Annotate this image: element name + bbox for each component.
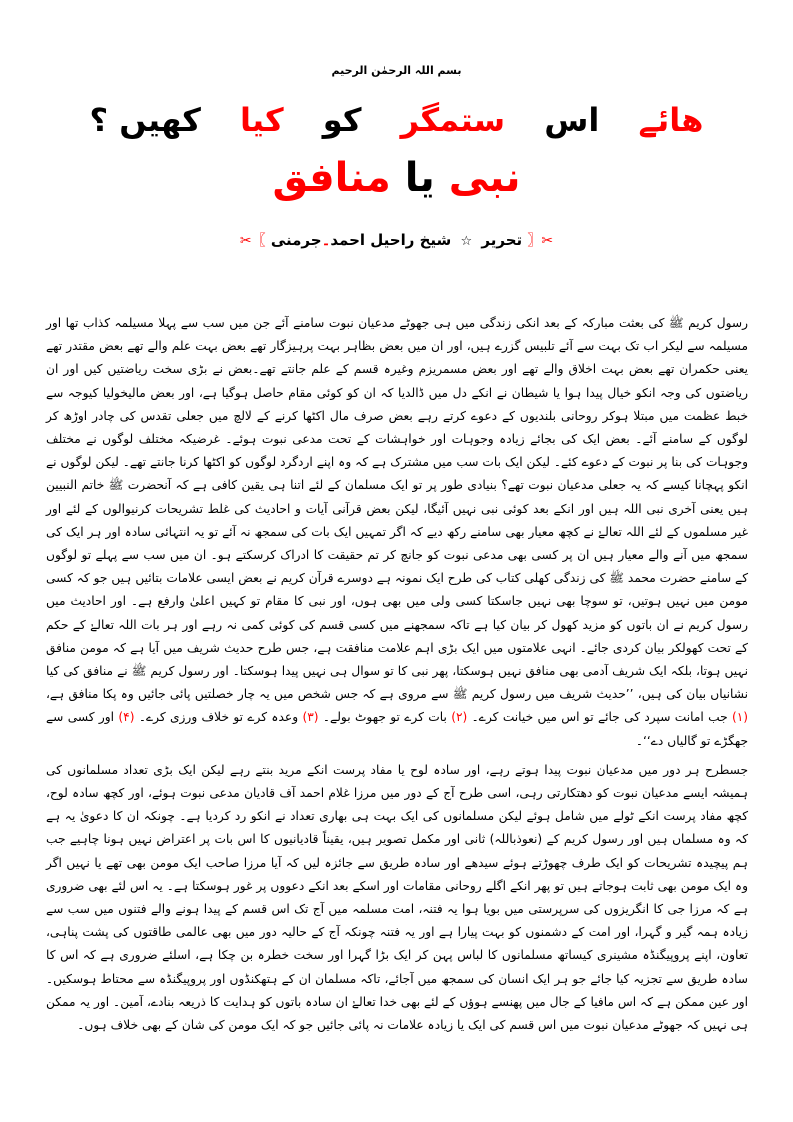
paragraph-text: جسطرح ہر دور میں مدعیان نبوت پیدا ہوتے رہے، اور سادہ لوح یا مفاد پرست انکے مرید بنتے رہے لیکن ایک بڑی تعداد مسلمانوں کی ہمیشہ ایسے مدعیان نبوت کو دھتکارتی رہی، اسی طرح آج کے دور میں مرزا غلام احمد آف قادیان مدعی نبوت ہوئے، اور کچھ سادہ لوح، کچھ مفاد پرست انکے ٹولے میں شامل ہوئے لیکن مسلمانوں کی ایک بہت ہی بھاری تعداد نے انکو رد کردیا ہے۔ چونکہ ان کا دعویٰ یہ ہے کہ وہ مسلماں ہیں اور رسول کریم کے (نعوذباللہ) ثانی اور مکمل تصویر ہیں، یقیناً قادیانیوں کا اس بات پر اعتراض نہیں ہونا چاہیے جب ہم پیچیدہ تشریحات کو ایک طرف چھوڑتے ہوئے سیدھے اور سادہ طریق سے جائزہ لیں کہ آیا مرزا صاحب ایک مومن بھی تھے یا نہیں اگر وہ ایک مومن بھی ثابت ہوجاتے ہیں تو پھر انکے اگلے روحانی مقامات اور اسکے بعد انکے دعووں پر غور ہوسکتا ہے۔ یہ اس لئے بھی ضروری ہے کہ مرزا جی کا انگریزوں کی سرپرستی میں بویا ہوا یہ فتنہ، امت مسلمہ میں آج تک اس قسم کے پیدا ہونے والے فتنوں میں سب سے زیادہ ہمہ گیر و گہرا، اور امت کے دشمنوں کو بہت پیارا ہے اور یہ فتنہ چونکہ آج کے حالیہ دور میں بھی عالمی طاقتوں کی پشت پناہی، تعاون، اپنے پروپیگنڈہ مشینری کیساتھ مسلمانوں کا لباس پہن کر ایک بڑا گہرا اور سخت خطرہ بن چکا ہے، اسلئے ضروری ہے کہ اس کا سادہ طریق سے تجزیہ کیا جائے جو ہر ایک انسان کی سمجھ میں آجائے، تاکہ مسلمان ان کے ہتھکنڈوں اور پروپیگنڈہ سے محتاط ہوسکیں۔ اور عین ممکن ہے کہ اس مافیا کے جال میں پھنسے ہوؤں کے لئے بھی خدا تعالےٰ ان سادہ باتوں کو ہدایت کا ذریعہ بنادے، آمین۔ اور یہ ممکن ہی نہیں کہ جھوٹے مدعیان نبوت میں اس قسم کی ایک یا زیادہ علامات نہ پائی جائیں جو کہ ایک مومن کی شان کے بھی خلاف ہوں۔ (46, 762, 748, 1033)
headline-word: ستمگر (400, 101, 506, 139)
paragraph (46, 312, 748, 753)
bismillah-heading: بسم اللہ الرحمٰن الرحیم (331, 64, 462, 77)
headline-word: کو (322, 101, 362, 139)
headline (0, 98, 793, 142)
list-item-text: جب امانت سپرد کی جائے تو اس میں خیانت کرے۔ (471, 710, 728, 725)
headline-word: ھائے (638, 101, 704, 139)
title-word: نبی (448, 155, 521, 201)
byline-separator: ۔ (321, 231, 331, 249)
headline-word: اس (544, 101, 600, 139)
list-item-text: وعدہ کرے تو خلاف ورزی کرے۔ (138, 710, 299, 725)
title-word: یا (404, 155, 435, 201)
paragraph-text: رسول کریم ﷺ کی بعثت مبارکہ کے بعد انکی زندگی میں ہی جھوٹے مدعیان نبوت سامنے آئے جن میں سب سے پہلا مسیلمہ کذاب تھا اور مسیلمہ سے لیکر اب تک بہت سے آئے تلبیس گزرے ہیں، اور ان میں بعض بظاہر بہت پرہیزگار تھے بعض بہت علم والے تھے بعض مقتدر تھے یعنی حکمران تھے بعض بہت اخلاق والے تھے اور بعض مسمریزم وغیرہ قسم کے علم جانتے تھے۔بعض نے بڑی سخت ریاضتیں کیں اور ان ریاضتوں کی وجہ انکو خیال پیدا ہوا یا شیطان نے انکے دل میں ڈالدیا کہ ان کو کوئی مقام حاصل ہوگیا ہے، اور بعض مالیخولیا کیوجہ سے خبط عظمت میں مبتلا ہوکر روحانی بلندیوں کے دعوے کرتے رہے بعض صرف مال اکٹھا کرنے کے لالچ میں جعلی تقدس کی چادر اوڑھ کر لوگوں کے سامنے آئے۔ بعض ایک کی بجائے زیادہ وجوہات اور خواہشات کے تحت مدعی نبوت ہوئے۔ غرضیکہ مختلف لوگوں نے مختلف وجوہات کی بنا پر نبوت کے دعوے کئے۔ لیکن ایک بات سب میں مشترک ہے کہ وہ اپنے اردگرد لوگوں کو اکٹھا کرنا جانتے تھے۔ لیکن لوگوں نے انکو پہچانا کیسے کہ یہ جعلی مدعیان نبوت تھے؟ بنیادی طور پر تو ایک مسلمان کے لئے اتنا ہی یقین کافی ہے کہ آنحضرت ﷺ خاتم النبیین ہیں یعنی آخری نبی اللہ ہیں اور انکے بعد کوئی نبی نہیں آئیگا، لیکن بعض قرآنی آیات و احادیث کی غلط تشریحات کرنیوالوں کے لئے اور غیر مسلموں کے لئے اللہ تعالےٰ نے کچھ معیار بھی سامنے رکھ دیے کہ اگر تمہیں ایک بات کی سمجھ نہ آئے تو یہ انتہائی سادہ اور ہر ایک کی سمجھ میں آنے والے معیار ہیں ان پر کسی بھی مدعی نبوت کو جانچ کر تم حقیقت کا ادراک کرسکتے ہو۔ ان میں سب سے پہلے تو لوگوں کے سامنے حضرت محمد ﷺ کی زندگی کھلی کتاب کی طرح ایک نمونہ ہے دوسرے قرآن کریم نے بعض ایسی علامات بتائیں ہیں جو کہ کسی مومن میں نہیں ہوتیں، تو سوچا بھی نہیں جاسکتا کسی ولی میں بھی ہوں، اور نبی کا مقام تو کہیں اعلیٰ وارفع ہے۔ اور احادیث میں رسول کریم نے ان باتوں کو مزید کھول کر بیان کیا ہے تاکہ سمجھنے میں کسی قسم کی کوئی کمی نہ رہے اور ہر بات اللہ تعالےٰ کے حکم کے تحت کھولکر بیان کردی جائے۔ انہی علامتوں میں ایک بڑی اہم علامت منافقت ہے، جس طرح حدیث شریف میں آیا ہے کہ مومن منافق نہیں ہوتا، بلکہ ایک شریف آدمی بھی منافق نہیں ہوسکتا، پھر نبی کا تو سوال ہی نہیں پیدا ہوسکتا۔ اور رسول کریم ﷺ نے منافق کی کیا نشانیاں بیان کی ہیں، ’’حدیث شریف میں رسول کریم ﷺ سے مروی ہے کہ جس شخص میں یہ چار خصلتیں پائی جائیں وہ پکا منافق ہے، (46, 316, 748, 702)
headline-word: کھیں ؟ (89, 101, 201, 139)
headline-word: کیا (239, 101, 284, 139)
star-icon: ☆ (460, 234, 473, 249)
page-title (0, 148, 793, 208)
byline-label: تحریر (481, 231, 523, 249)
list-item-text: اور کسی سے جھگڑے تو گالیاں دے‘‘۔ (46, 710, 748, 748)
paragraph (46, 759, 748, 1037)
author-name: شیخ راحیل احمد (330, 231, 452, 249)
article-body (46, 312, 748, 1043)
author-location: جرمنی (270, 231, 322, 249)
title-word: منافق (272, 155, 391, 201)
list-number: (۲) (451, 710, 468, 725)
author-byline (0, 228, 793, 254)
scissors-ornament-icon: ✂〖 (527, 233, 554, 249)
list-number: (۱) (731, 710, 749, 725)
scissors-ornament-icon: 〗✂ (239, 233, 266, 249)
list-number: (۴) (118, 710, 135, 725)
list-item-text: بات کرے تو جھوٹ بولے۔ (322, 710, 447, 725)
list-number: (۳) (302, 710, 319, 725)
